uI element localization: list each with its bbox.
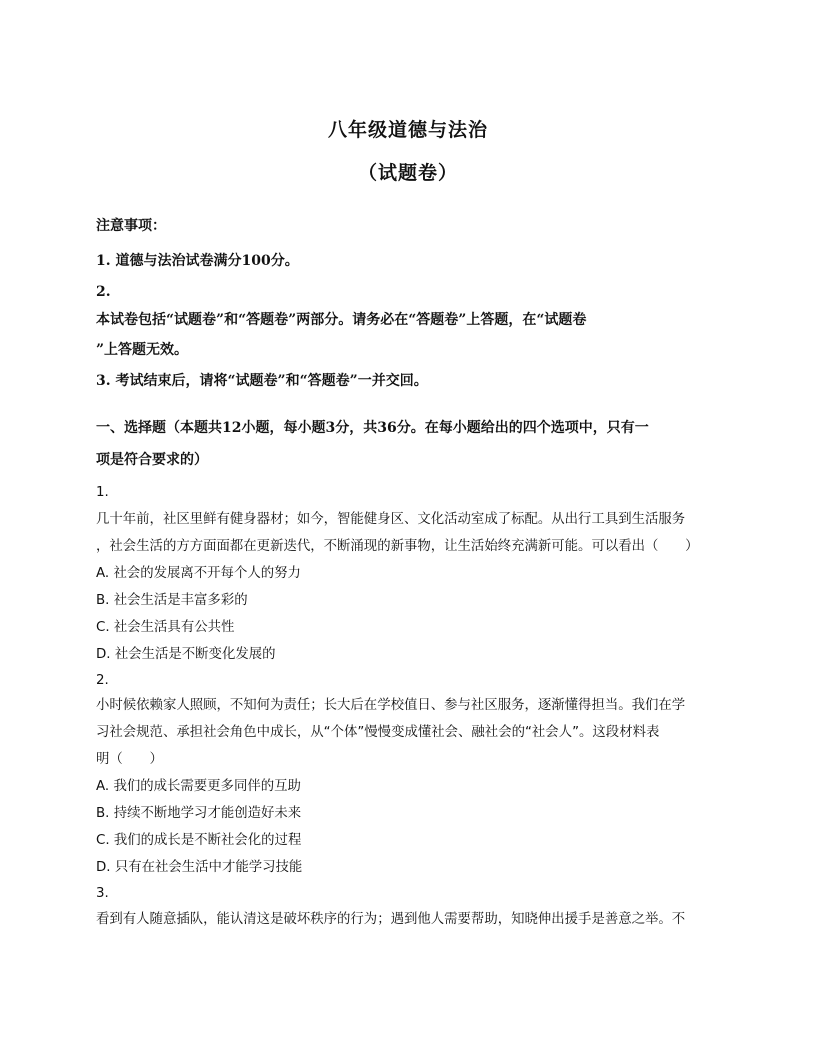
option-a: A. 我们的成长需要更多同伴的互助: [96, 779, 301, 794]
notice-item-2-line-2: ”上答题无效。: [96, 342, 189, 358]
question-stem-line: 几十年前，社区里鲜有健身器材；如今，智能健身区、文化活动室成了标配。从出行工具到生活服务: [96, 512, 686, 527]
exam-title: 八年级道德与法治: [327, 119, 488, 141]
option-b: B. 社会生活是丰富多彩的: [96, 593, 248, 608]
notice-item-2-number: 2.: [96, 284, 111, 300]
exam-subtitle: （试题卷）: [357, 162, 458, 184]
notice-heading: 注意事项：: [96, 218, 166, 234]
option-d: D. 社会生活是不断变化发展的: [96, 647, 276, 662]
question-number: 2.: [96, 673, 109, 688]
question-stem-line: 习社会规范、承担社会角色中成长，从“个体”慢慢变成懂社会、融社会的“社会人”。这段材料表: [96, 725, 660, 740]
option-c: C. 我们的成长是不断社会化的过程: [96, 833, 302, 848]
section-heading-line-1: 一、选择题（本题共12小题，每小题3分，共36分。在每小题给出的四个选项中，只有一: [96, 420, 649, 436]
question-stem-line: 看到有人随意插队，能认清这是破坏秩序的行为；遇到他人需要帮助，知晓伸出援手是善意之举。不: [96, 912, 686, 927]
notice-item-2-line-1: 本试卷包括“试题卷”和“答题卷”两部分。请务必在“答题卷”上答题，在“试题卷: [96, 312, 587, 328]
option-b: B. 持续不断地学习才能创造好未来: [96, 806, 302, 821]
question-stem-line: 小时候依赖家人照顾，不知何为责任；长大后在学校值日、参与社区服务，逐渐懂得担当。我们在学: [96, 698, 686, 713]
question-number: 3.: [96, 886, 109, 901]
option-c: C. 社会生活具有公共性: [96, 620, 235, 635]
option-a: A. 社会的发展离不开每个人的努力: [96, 566, 301, 581]
question-number: 1.: [96, 485, 109, 500]
question-stem-line: ，社会生活的方方面面都在更新迭代，不断涌现的新事物，让生活始终充满新可能。可以看出（ ）: [96, 539, 699, 554]
notice-item-1: 1. 道德与法治试卷满分100分。: [96, 253, 299, 269]
section-heading-line-2: 项是符合要求的）: [96, 452, 208, 468]
option-d: D. 只有在社会生活中才能学习技能: [96, 860, 303, 875]
notice-item-3: 3. 考试结束后，请将“试题卷”和“答题卷”一并交回。: [96, 373, 428, 389]
question-stem-line: 明（ ）: [96, 752, 163, 767]
